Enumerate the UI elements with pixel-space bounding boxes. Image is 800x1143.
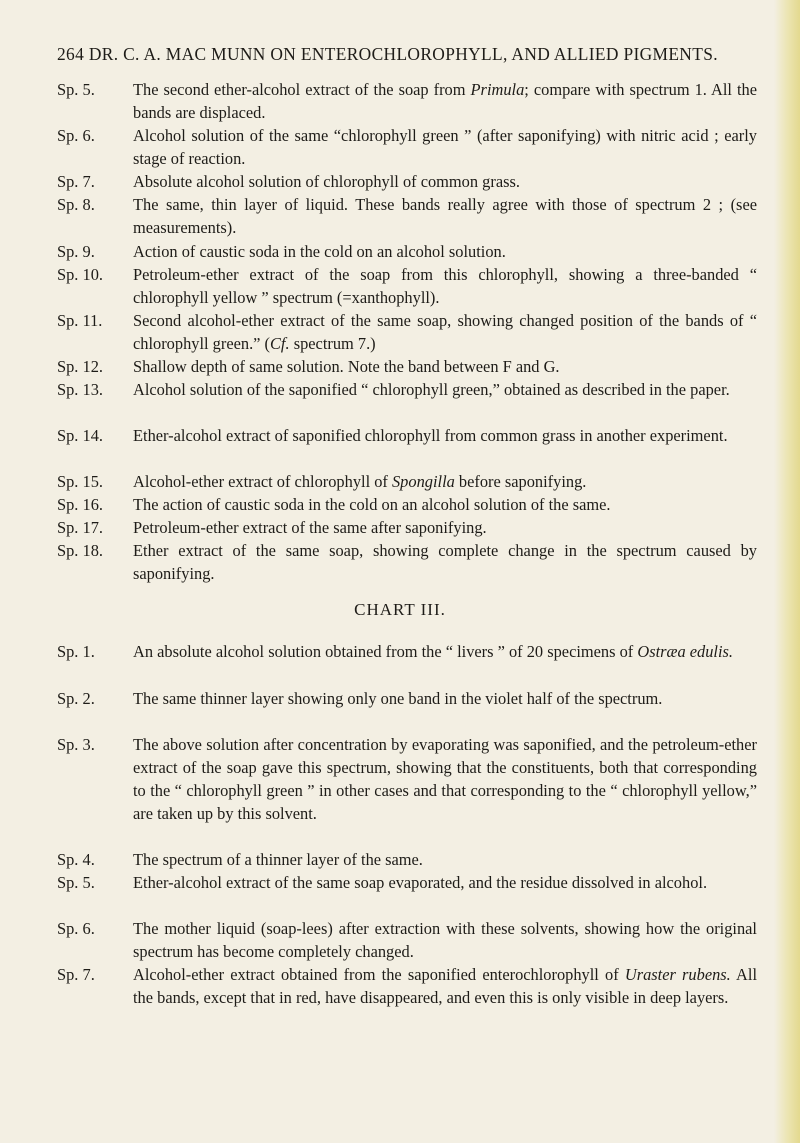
spectrum-entry <box>57 193 757 239</box>
entry-text: Absolute alcohol solution of chlorophyll of common grass. <box>133 172 520 191</box>
entry-label: Sp. 9. <box>57 242 95 261</box>
entry-text: Alcohol solution of the saponified “ chlorophyll green,” obtained as described in the paper. <box>133 380 730 399</box>
entry-text: Ether extract of the same soap, showing complete change in the spectrum caused by saponifying. <box>133 541 757 583</box>
entry-text: The same thinner layer showing only one band in the violet half of the spectrum. <box>133 689 663 708</box>
entry-label: Sp. 1. <box>57 642 95 661</box>
entry-text: Petroleum-ether extract of the soap from this chlorophyll, showing a three-banded “ chlorophyll yellow ” spectrum (=xanthophyll). <box>133 265 757 307</box>
spectrum-entry <box>57 240 757 263</box>
entry-text: Action of caustic soda in the cold on an alcohol solution. <box>133 242 506 261</box>
page-number: 264 <box>57 44 85 64</box>
entry-text: Second alcohol-ether extract of the same soap, showing changed position of the bands of “ chlorophyll green.” (Cf. spectrum 7.) <box>133 311 757 353</box>
chart-heading: CHART III. <box>354 600 446 619</box>
spectrum-entry <box>57 963 757 1009</box>
entry-label: Sp. 7. <box>57 965 95 984</box>
spectrum-entry <box>57 848 757 871</box>
entry-label: Sp. 13. <box>57 380 103 399</box>
spectrum-entry <box>57 516 757 539</box>
spectrum-entry <box>57 917 757 963</box>
entry-label: Sp. 15. <box>57 472 103 491</box>
spectrum-entry <box>57 170 757 193</box>
spectrum-entry <box>57 493 757 516</box>
running-header <box>57 44 757 65</box>
spectrum-entry <box>57 263 757 309</box>
entry-text: Ether-alcohol extract of the same soap evaporated, and the residue dissolved in alcohol. <box>133 873 708 892</box>
entry-label: Sp. 10. <box>57 265 103 284</box>
entry-text: The mother liquid (soap-lees) after extraction with these solvents, showing how the original spectrum has become completely changed. <box>133 919 757 961</box>
entry-text: The action of caustic soda in the cold on an alcohol solution of the same. <box>133 495 611 514</box>
entry-text: Petroleum-ether extract of the same after saponifying. <box>133 518 487 537</box>
spectrum-entry <box>57 687 757 710</box>
entry-label: Sp. 17. <box>57 518 103 537</box>
entry-label: Sp. 6. <box>57 919 95 938</box>
spectrum-entry <box>57 124 757 170</box>
spectrum-entry <box>57 640 757 663</box>
entry-label: Sp. 8. <box>57 195 95 214</box>
spectrum-entry <box>57 424 757 447</box>
entry-label: Sp. 4. <box>57 850 95 869</box>
spectrum-entry <box>57 309 757 355</box>
entry-text: The same, thin layer of liquid. These bands really agree with those of spectrum 2 ; (see measurements). <box>133 195 757 237</box>
entry-label: Sp. 7. <box>57 172 95 191</box>
spectrum-entry <box>57 539 757 585</box>
entry-text: Alcohol solution of the same “chlorophyll green ” (after saponifying) with nitric acid ; early stage of reaction. <box>133 126 757 168</box>
entry-label: Sp. 3. <box>57 735 95 754</box>
spectrum-entry <box>57 355 757 378</box>
entry-label: Sp. 14. <box>57 426 103 445</box>
spectrum-entry <box>57 78 757 124</box>
entry-label: Sp. 5. <box>57 873 95 892</box>
entry-label: Sp. 18. <box>57 541 103 560</box>
entry-text: Alcohol-ether extract obtained from the saponified enterochlorophyll of Uraster rubens. All the bands, except that in red, have disappeared, and even this is only visible in deep layers. <box>133 965 758 1007</box>
entry-text: The spectrum of a thinner layer of the same. <box>133 850 423 869</box>
entry-text: The second ether-alcohol extract of the soap from Primula; compare with spectrum 1. All the bands are displaced. <box>133 80 758 122</box>
entry-label: Sp. 11. <box>57 311 103 330</box>
spectrum-entry <box>57 871 757 894</box>
entry-label: Sp. 2. <box>57 689 95 708</box>
running-title: DR. C. A. MAC MUNN ON ENTEROCHLOROPHYLL, AND ALLIED PIGMENTS. <box>88 44 718 64</box>
entry-text: The above solution after concentration by evaporating was saponified, and the petroleum-ether extract of the soap gave this spectrum, showing that the constituents, both that corresponding to the “ chlorophyll green ” in other cases and that corresponding to the “ chlorophyll yellow,” are taken up by this solvent. <box>133 735 757 823</box>
entry-label: Sp. 5. <box>57 80 95 99</box>
entry-text: An absolute alcohol solution obtained from the “ livers ” of 20 specimens of Ostræa edulis. <box>133 642 733 661</box>
entry-text: Alcohol-ether extract of chlorophyll of Spongilla before saponifying. <box>133 472 587 491</box>
entry-text: Shallow depth of same solution. Note the band between F and G. <box>133 357 560 376</box>
entry-label: Sp. 16. <box>57 495 103 514</box>
spectrum-entry <box>57 378 757 401</box>
spectrum-entry <box>57 733 757 825</box>
entry-label: Sp. 12. <box>57 357 103 376</box>
spectrum-entry <box>57 470 757 493</box>
entry-label: Sp. 6. <box>57 126 95 145</box>
entry-text: Ether-alcohol extract of saponified chlorophyll from common grass in another experiment. <box>133 426 728 445</box>
